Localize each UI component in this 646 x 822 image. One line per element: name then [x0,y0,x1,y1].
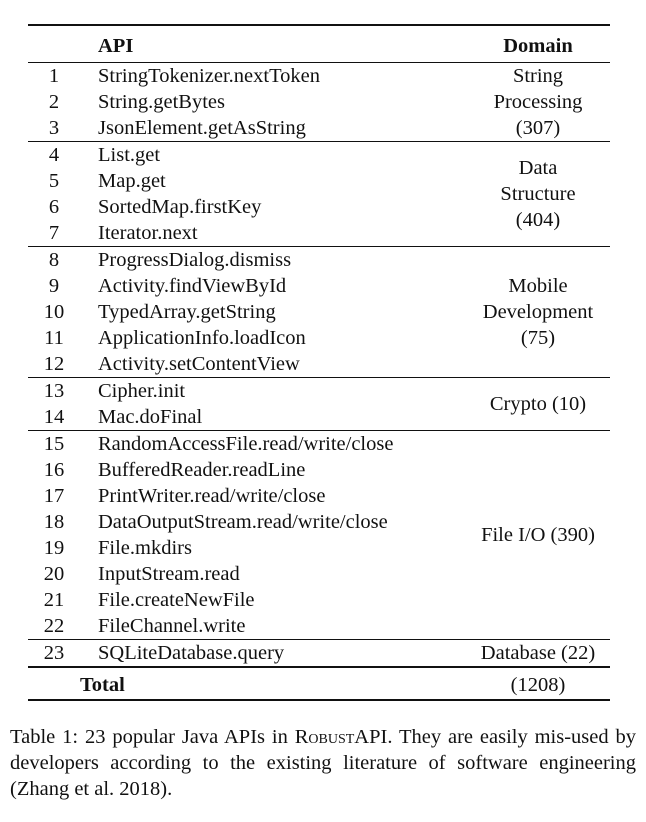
group-crypto [28,378,610,431]
row-number: 4 [48,144,60,166]
domain-count: (307) [515,117,561,139]
table-row [28,247,610,274]
api-name: Map.get [98,170,166,192]
row-number: 6 [48,196,60,218]
row-number: 16 [43,459,65,481]
domain-cell [466,63,610,142]
row-number: 23 [43,642,65,664]
group-mobile-development [28,247,610,378]
table-row [28,63,610,90]
table-row [28,431,610,458]
api-table-container [28,24,610,701]
total-value: (1208) [510,674,566,696]
group-file-io [28,431,610,640]
row-number: 8 [48,249,60,271]
domain-line: String [512,65,564,87]
row-number: 14 [43,406,65,428]
domain-line: Data [518,157,558,179]
api-name: List.get [98,144,161,166]
header-num [28,25,80,63]
api-name: SortedMap.firstKey [98,196,262,218]
total-num-empty [28,667,80,700]
domain-line: Development [482,301,594,323]
group-database [28,640,610,668]
api-name: FileChannel.write [98,615,246,637]
api-name: RandomAccessFile.read/write/close [98,433,394,455]
domain-line: Processing [493,91,583,113]
header-api: API [98,35,134,57]
row-number: 13 [43,380,65,402]
api-name: SQLiteDatabase.query [98,642,285,664]
api-name: StringTokenizer.nextToken [98,65,321,87]
api-name: Activity.setContentView [98,353,300,375]
group-string-processing [28,63,610,142]
api-name: DataOutputStream.read/write/close [98,511,388,533]
api-name: PrintWriter.read/write/close [98,485,326,507]
row-number: 7 [48,222,60,244]
domain-count: (404) [515,209,561,231]
api-name: Mac.doFinal [98,406,203,428]
api-name: ApplicationInfo.loadIcon [98,327,306,349]
row-number: 1 [48,65,60,87]
caption-suffix: . They are easily mis-used by developers according to the existing literature of software engineering (Zhang et al. 2018). [10,726,636,800]
api-name: Activity.findViewById [98,275,287,297]
api-name: File.mkdirs [98,537,192,559]
table-row [28,142,610,169]
row-number: 3 [48,117,60,139]
row-number: 10 [43,301,65,323]
group-data-structure [28,142,610,247]
row-number: 12 [43,353,65,375]
header-row [28,25,610,63]
domain-cell [466,378,610,431]
total-row [28,667,610,700]
row-number: 18 [43,511,65,533]
domain-cell [466,142,610,247]
row-number: 5 [48,170,60,192]
row-number: 15 [43,433,65,455]
row-number: 19 [43,537,65,559]
api-name: Cipher.init [98,380,186,402]
table-caption [10,724,636,802]
domain-line: Structure [500,183,576,205]
domain-line: Mobile [508,275,568,297]
api-name: InputStream.read [98,563,240,585]
api-name: File.createNewFile [98,589,255,611]
table-header [28,25,610,63]
caption-prefix: Table 1: 23 popular Java APIs in [10,726,295,748]
api-name: JsonElement.getAsString [98,117,306,139]
row-number: 11 [44,327,64,349]
api-name: Iterator.next [98,222,198,244]
table-row [28,640,610,668]
total-label: Total [80,674,125,696]
api-name: ProgressDialog.dismiss [98,249,292,271]
row-number: 9 [48,275,60,297]
table-row [28,378,610,405]
row-number: 20 [43,563,65,585]
domain-count: (75) [520,327,556,349]
domain-cell: Database (22) [480,642,596,664]
row-number: 22 [43,615,65,637]
caption-system-name: RobustAPI [294,726,388,748]
domain-line: Crypto (10) [489,393,587,415]
domain-cell [466,431,610,640]
row-number: 21 [43,589,65,611]
domain-cell [466,247,610,378]
api-name: TypedArray.getString [98,301,276,323]
total-group [28,667,610,700]
api-name: String.getBytes [98,91,225,113]
row-number: 17 [43,485,65,507]
domain-line: File I/O (390) [481,524,595,546]
api-table [28,24,610,701]
api-name: BufferedReader.readLine [98,459,306,481]
header-domain: Domain [503,35,573,57]
row-number: 2 [48,91,60,113]
